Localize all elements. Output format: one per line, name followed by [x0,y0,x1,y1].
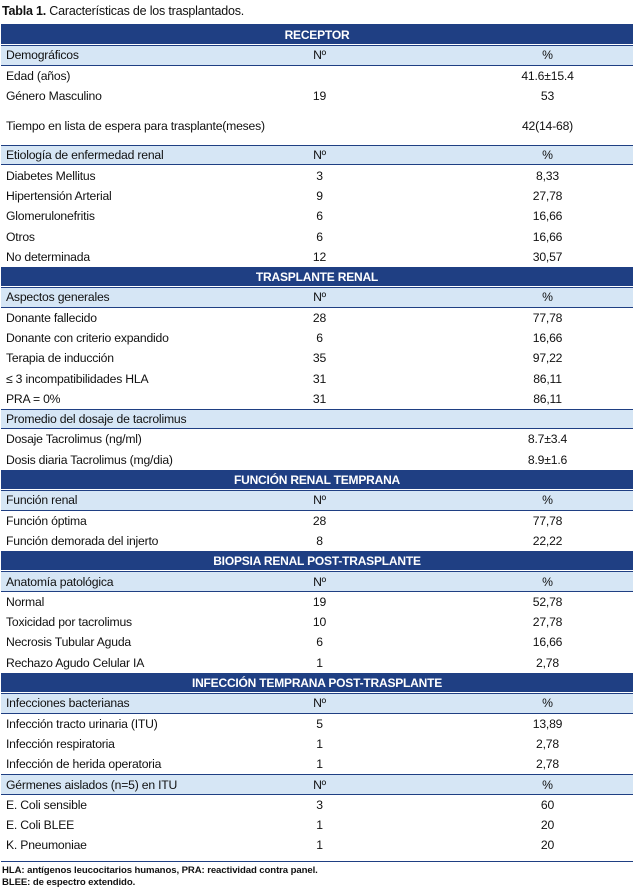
percent-cell: 16,66 [532,331,563,345]
count-cell: 1 [316,757,323,772]
percent-cell: % [542,290,553,305]
characteristics-table [1,24,633,856]
percent-cell: 16,66 [532,229,563,244]
count-cell: Nº [313,574,326,589]
percent-cell: 27,78 [532,188,563,203]
table-row [1,328,633,348]
row-label: Anatomía patológica [6,574,114,589]
percent-cell: 2,78 [536,655,559,670]
section-header: BIOPSIA RENAL POST-TRASPLANTE [1,551,633,571]
table-row [1,653,633,673]
percent-cell: % [542,696,553,711]
percent-cell: 27,78 [532,615,563,630]
table-row [1,429,633,449]
table-row [1,186,633,206]
count-cell: 6 [316,635,323,650]
percent-cell: 53 [540,89,555,104]
row-label: K. Pneumoniae [6,838,87,853]
count-cell: Nº [313,777,326,792]
row-label: ≤ 3 incompatibilidades HLA [6,371,149,386]
percent-cell: 8,33 [536,168,559,183]
table-bottom-rule [1,861,633,862]
table-row [1,247,633,267]
count-cell: 19 [312,89,327,104]
count-cell: 12 [312,249,327,264]
table-row [1,106,633,145]
row-label: Edad (años) [6,68,71,83]
row-label: Función renal [6,493,78,508]
count-cell: Nº [313,696,326,711]
row-label: Dosis diaria Tacrolimus (mg/dia) [6,452,173,467]
table-row [1,734,633,754]
row-label: Aspectos generales [6,290,110,305]
count-cell: Nº [313,290,326,305]
table-row [1,348,633,368]
table-row [1,226,633,246]
row-label: Donante fallecido [6,310,97,325]
table-row [1,165,633,185]
percent-cell: % [542,574,553,589]
percent-cell: 20 [540,818,555,833]
table-row [1,835,633,855]
percent-cell: 16,66 [532,635,563,650]
count-cell: Nº [313,493,326,508]
count-cell: 6 [316,209,323,224]
percent-cell: 52,78 [532,594,563,609]
percent-cell: 41.6±15.4 [521,68,574,83]
percent-cell: 30,57 [532,249,563,264]
table-row [1,815,633,835]
count-cell: 6 [316,229,323,244]
subheader-row [1,45,633,65]
row-label: E. Coli sensible [6,797,87,812]
percent-cell: % [542,777,553,792]
row-label: Otros [6,229,35,244]
percent-cell: 20 [540,838,555,853]
table-row [1,511,633,531]
section-header: FUNCIÓN RENAL TEMPRANA [1,470,633,490]
caption-label: Tabla 1. [2,4,47,18]
footnote: HLA: antígenos leucocitarios humanos, PRA: reactividad contra panel. [2,865,318,876]
count-cell: 6 [316,331,323,345]
table-row [1,368,633,388]
table-row [1,308,633,328]
subheader-row [1,145,633,165]
subheader-row [1,490,633,510]
row-label: Demográficos [6,48,79,63]
count-cell: 3 [316,797,323,812]
count-cell: 5 [316,716,323,731]
count-cell: 28 [312,310,327,325]
count-cell: 31 [312,371,327,386]
table-row [1,66,633,86]
row-label: Diabetes Mellitus [6,168,96,183]
percent-cell: 8.7±3.4 [527,432,568,447]
table-row [1,206,633,226]
row-label: Terapia de inducción [6,351,114,366]
percent-cell: 86,11 [533,371,562,386]
footnote: BLEE: de espectro extendido. [2,877,136,888]
row-label: Hipertensión Arterial [6,188,112,203]
percent-cell: 97,22 [532,351,563,366]
percent-cell: 42(14-68) [521,118,574,133]
count-cell: 31 [312,391,327,406]
row-label: Género Masculino [6,89,102,104]
row-label: Toxicidad por tacrolimus [6,615,132,630]
table-row [1,754,633,774]
count-cell: 1 [316,838,323,853]
row-label: Normal [6,594,45,609]
table-row [1,450,633,470]
row-label: Infección tracto urinaria (ITU) [6,716,158,731]
count-cell: Nº [313,148,326,163]
row-label: Glomerulonefritis [6,209,95,224]
subheader-row [1,287,633,307]
row-label: No determinada [6,249,90,264]
count-cell: 35 [312,351,327,366]
subheader-row [1,693,633,713]
table-row [1,612,633,632]
section-header: INFECCIÓN TEMPRANA POST-TRASPLANTE [1,673,633,693]
count-cell: 19 [312,594,327,609]
table-row [1,632,633,652]
percent-cell: 2,78 [536,736,559,751]
count-cell: 8 [316,533,323,548]
subheader-row [1,571,633,591]
count-cell: 10 [312,615,327,630]
table-footnotes [2,865,318,889]
caption-text: Características de los trasplantados. [46,4,245,18]
count-cell: 1 [316,655,323,670]
count-cell: 3 [316,168,323,183]
row-label: Infecciones bacterianas [6,696,130,711]
count-cell: Nº [313,48,326,63]
table-row [1,86,633,106]
percent-cell: 86,11 [533,391,562,406]
table-row [1,714,633,734]
table-row [1,592,633,612]
row-label: PRA = 0% [6,391,61,406]
percent-cell: 13,89 [532,716,563,731]
count-cell: 28 [312,513,327,528]
row-label: Etiología de enfermedad renal [6,148,164,163]
percent-cell: 60 [540,797,555,812]
percent-cell: 22,22 [532,533,563,548]
subheader-row [1,409,633,429]
row-label: Dosaje Tacrolimus (ng/ml) [6,432,142,447]
row-label: Tiempo en lista de espera para trasplante(meses) [6,118,265,133]
percent-cell: 8.9±1.6 [527,452,568,467]
table-row [1,531,633,551]
row-label: Función óptima [6,513,87,528]
table-row [1,389,633,409]
row-label: Promedio del dosaje de tacrolimus [6,412,187,427]
row-label: Gérmenes aislados (n=5) en ITU [6,777,178,792]
count-cell: 1 [316,818,323,833]
percent-cell: 2,78 [536,757,559,772]
count-cell: 1 [316,736,323,751]
row-label: Donante con criterio expandido [6,331,169,345]
percent-cell: % [542,148,553,163]
row-label: E. Coli BLEE [6,818,75,833]
row-label: Rechazo Agudo Celular IA [6,655,145,670]
percent-cell: 77,78 [532,513,563,528]
row-label: Función demorada del injerto [6,533,159,548]
row-label: Necrosis Tubular Aguda [6,635,131,650]
table-caption [2,4,244,18]
count-cell: 9 [316,188,323,203]
section-header: RECEPTOR [1,25,633,45]
row-label: Infección respiratoria [6,736,115,751]
percent-cell: % [542,493,553,508]
row-label: Infección de herida operatoria [6,757,162,772]
percent-cell: 77,78 [532,310,563,325]
percent-cell: 16,66 [532,209,563,224]
table-row [1,795,633,815]
subheader-row [1,774,633,794]
section-header: TRASPLANTE RENAL [1,267,633,287]
percent-cell: % [542,48,553,63]
